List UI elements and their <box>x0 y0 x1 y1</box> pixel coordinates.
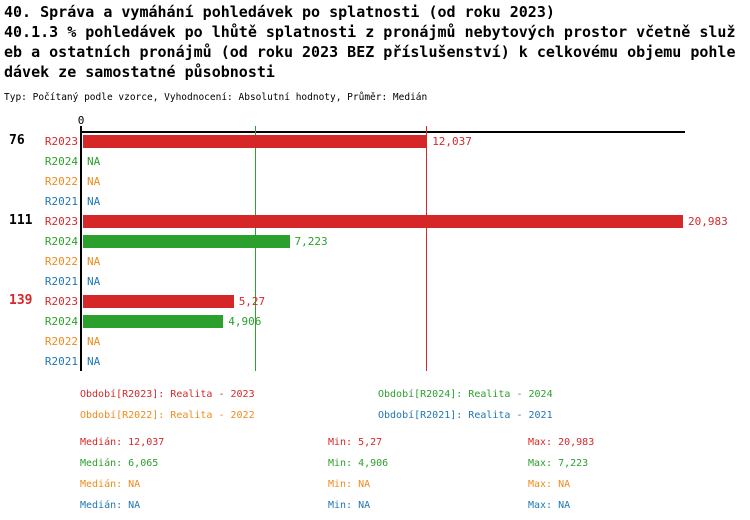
stat-max-R2021: Max: NA <box>528 500 571 511</box>
stat-max-R2024: Max: 7,223 <box>528 458 589 469</box>
stat-min-R2022: Min: NA <box>328 479 371 490</box>
page-title-line-2: 40.1.3 % pohledávek po lhůtě splatnosti z pronájmů nebytových prostor včetně služ <box>4 23 736 41</box>
na-label: NA <box>87 255 101 268</box>
legend-item-R2021: Období[R2021]: Realita - 2021 <box>378 410 553 421</box>
stat-median-R2021: Medián: NA <box>80 500 141 511</box>
na-label: NA <box>87 155 101 168</box>
stat-median-R2022: Medián: NA <box>80 479 141 490</box>
series-row-label: R2024 <box>44 235 78 248</box>
page-title-line-3: eb a ostatních pronájmů (od roku 2023 BEZ příslušenství) k celkovému objemu pohle <box>4 43 736 61</box>
series-row-label: R2024 <box>44 315 78 328</box>
series-row-label: R2021 <box>44 275 78 288</box>
stat-max-R2023: Max: 20,983 <box>528 437 595 448</box>
zero-tick-label: 0 <box>77 114 85 127</box>
series-row-label: R2021 <box>44 195 78 208</box>
bar-value-label: 5,27 <box>238 295 266 308</box>
legend-item-R2024: Období[R2024]: Realita - 2024 <box>378 389 553 400</box>
meta-line: Typ: Počítaný podle vzorce, Vyhodnocení: Absolutní hodnoty, Průměr: Medián <box>4 92 428 103</box>
series-row-label: R2023 <box>44 215 78 228</box>
legend-item-R2023: Období[R2023]: Realita - 2023 <box>80 389 255 400</box>
series-row-label: R2024 <box>44 155 78 168</box>
series-row-label: R2022 <box>44 175 78 188</box>
series-row-label: R2022 <box>44 335 78 348</box>
series-row-label: R2021 <box>44 355 78 368</box>
page-title-line-1: 40. Správa a vymáhání pohledávek po splatnosti (od roku 2023) <box>4 3 555 21</box>
stat-min-R2023: Min: 5,27 <box>328 437 383 448</box>
stat-max-R2022: Max: NA <box>528 479 571 490</box>
bar-value-label: 20,983 <box>688 215 728 228</box>
na-label: NA <box>87 275 101 288</box>
bar-value-label: 7,223 <box>294 235 328 248</box>
stat-min-R2021: Min: NA <box>328 500 371 511</box>
page-title-line-4: dávek ze samostatné působnosti <box>4 63 275 81</box>
bar-value-label: 12,037 <box>432 135 472 148</box>
na-label: NA <box>87 335 101 348</box>
series-row-label: R2023 <box>44 135 78 148</box>
stat-min-R2024: Min: 4,906 <box>328 458 389 469</box>
stat-median-R2024: Medián: 6,065 <box>80 458 159 469</box>
group-label: 111 <box>9 213 33 228</box>
na-label: NA <box>87 195 101 208</box>
series-row-label: R2022 <box>44 255 78 268</box>
na-label: NA <box>87 355 101 368</box>
group-label: 139 <box>9 293 33 308</box>
stat-median-R2023: Medián: 12,037 <box>80 437 165 448</box>
series-row-label: R2023 <box>44 295 78 308</box>
legend-item-R2022: Období[R2022]: Realita - 2022 <box>80 410 255 421</box>
na-label: NA <box>87 175 101 188</box>
bar-value-label: 4,906 <box>228 315 262 328</box>
group-label: 76 <box>9 133 25 148</box>
